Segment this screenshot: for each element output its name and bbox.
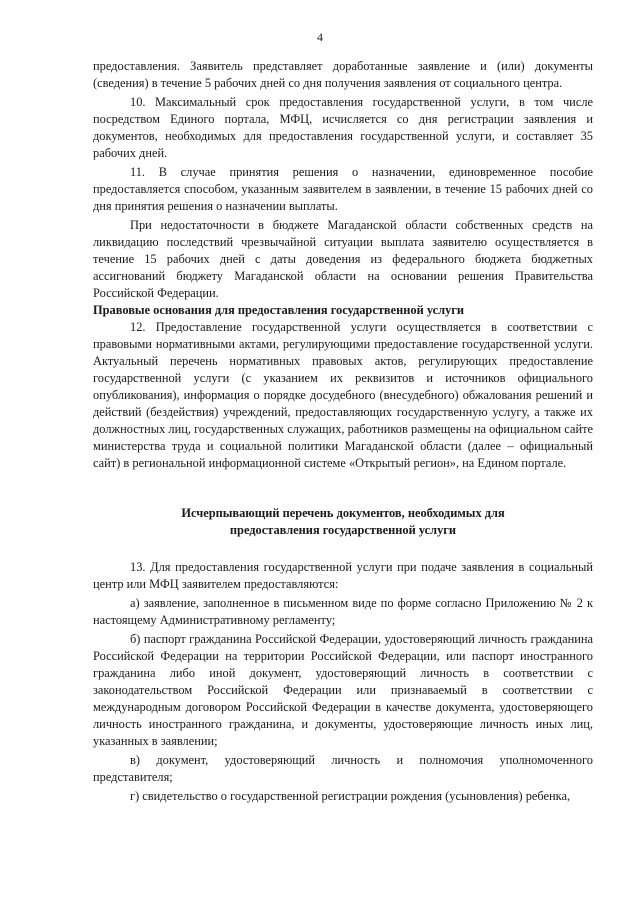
section-heading-documents [93, 505, 593, 539]
item-g: г) свидетельство о государственной регистрации рождения (усыновления) ребенка, [130, 789, 571, 803]
item-a: а) заявление, заполненное в письменном виде по форме согласно Приложению № 2 к настоящему Административному регламенту; [93, 596, 593, 627]
section-heading-legal-basis: Правовые основания для предоставления государственной услуги [93, 303, 465, 317]
paragraph-budget: При недостаточности в бюджете Магаданской области собственных средств на ликвидацию последствий чрезвычайной ситуации выплата заявителю осуществляется в течение 15 рабочих дней с даты доведения из федерального бюджета бюджетных ассигнований бюджету Магаданской области на основании решения Правительства Российской Федерации. [93, 218, 593, 300]
paragraph-11: 11. В случае принятия решения о назначении, единовременное пособие предоставляется способом, указанным заявителем в заявлении, в течение 15 рабочих дней со дня принятия решения о назначении выплаты. [93, 165, 593, 213]
document-body [93, 58, 593, 805]
heading-line-2: предоставления государственной услуги [229, 523, 457, 537]
paragraph-13: 13. Для предоставления государственной услуги при подаче заявления в социальный центр или МФЦ заявителем предоставляются: [93, 560, 593, 591]
item-v: в) документ, удостоверяющий личность и полномочия уполномоченного представителя; [93, 753, 593, 784]
paragraph-12: 12. Предоставление государственной услуги осуществляется в соответствии с правовыми нормативными актами, регулирующими предоставление государственной услуги. Актуальный перечень нормативных правовых актов, регулирующих предоставление государственной услуги (с указанием их реквизитов и источников официального опубликования), информация о порядке досудебного (внесудебного) обжалования решений и действий (бездействия) учреждений, предоставляющих государственную услугу, а также их должностных лиц, государственных служащих, работников размещены на официальном сайте министерства труда и социальной политики Магаданской области (далее – официальный сайт) в региональной информационной системе «Открытый регион», на Едином портале. [93, 320, 593, 470]
paragraph-10: 10. Максимальный срок предоставления государственной услуги, в том числе посредством Единого портала, МФЦ, исчисляется со дня регистрации заявления и документов, необходимых для предоставления государственной услуги, и составляет 35 рабочих дней. [93, 95, 593, 160]
item-b: б) паспорт гражданина Российской Федерации, удостоверяющий личность гражданина Российской Федерации на территории Российской Федерации, или паспорт иностранного гражданина либо иной документ, удостоверяющий личность в соответствии с законодательством Российской Федерации или признаваемый в соответствии с международным договором Российской Федерации в качестве документа, удостоверяющего личность иностранного гражданина, и документы, удостоверяющие личность иных лиц, указанных в заявлении; [93, 632, 593, 748]
paragraph-continuation: предоставления. Заявитель представляет доработанные заявление и (или) документы (сведения) в течение 5 рабочих дней со дня получения заявления от социального центра. [93, 59, 593, 90]
page-number: 4 [317, 30, 323, 44]
heading-line-1: Исчерпывающий перечень документов, необходимых для [181, 506, 505, 520]
